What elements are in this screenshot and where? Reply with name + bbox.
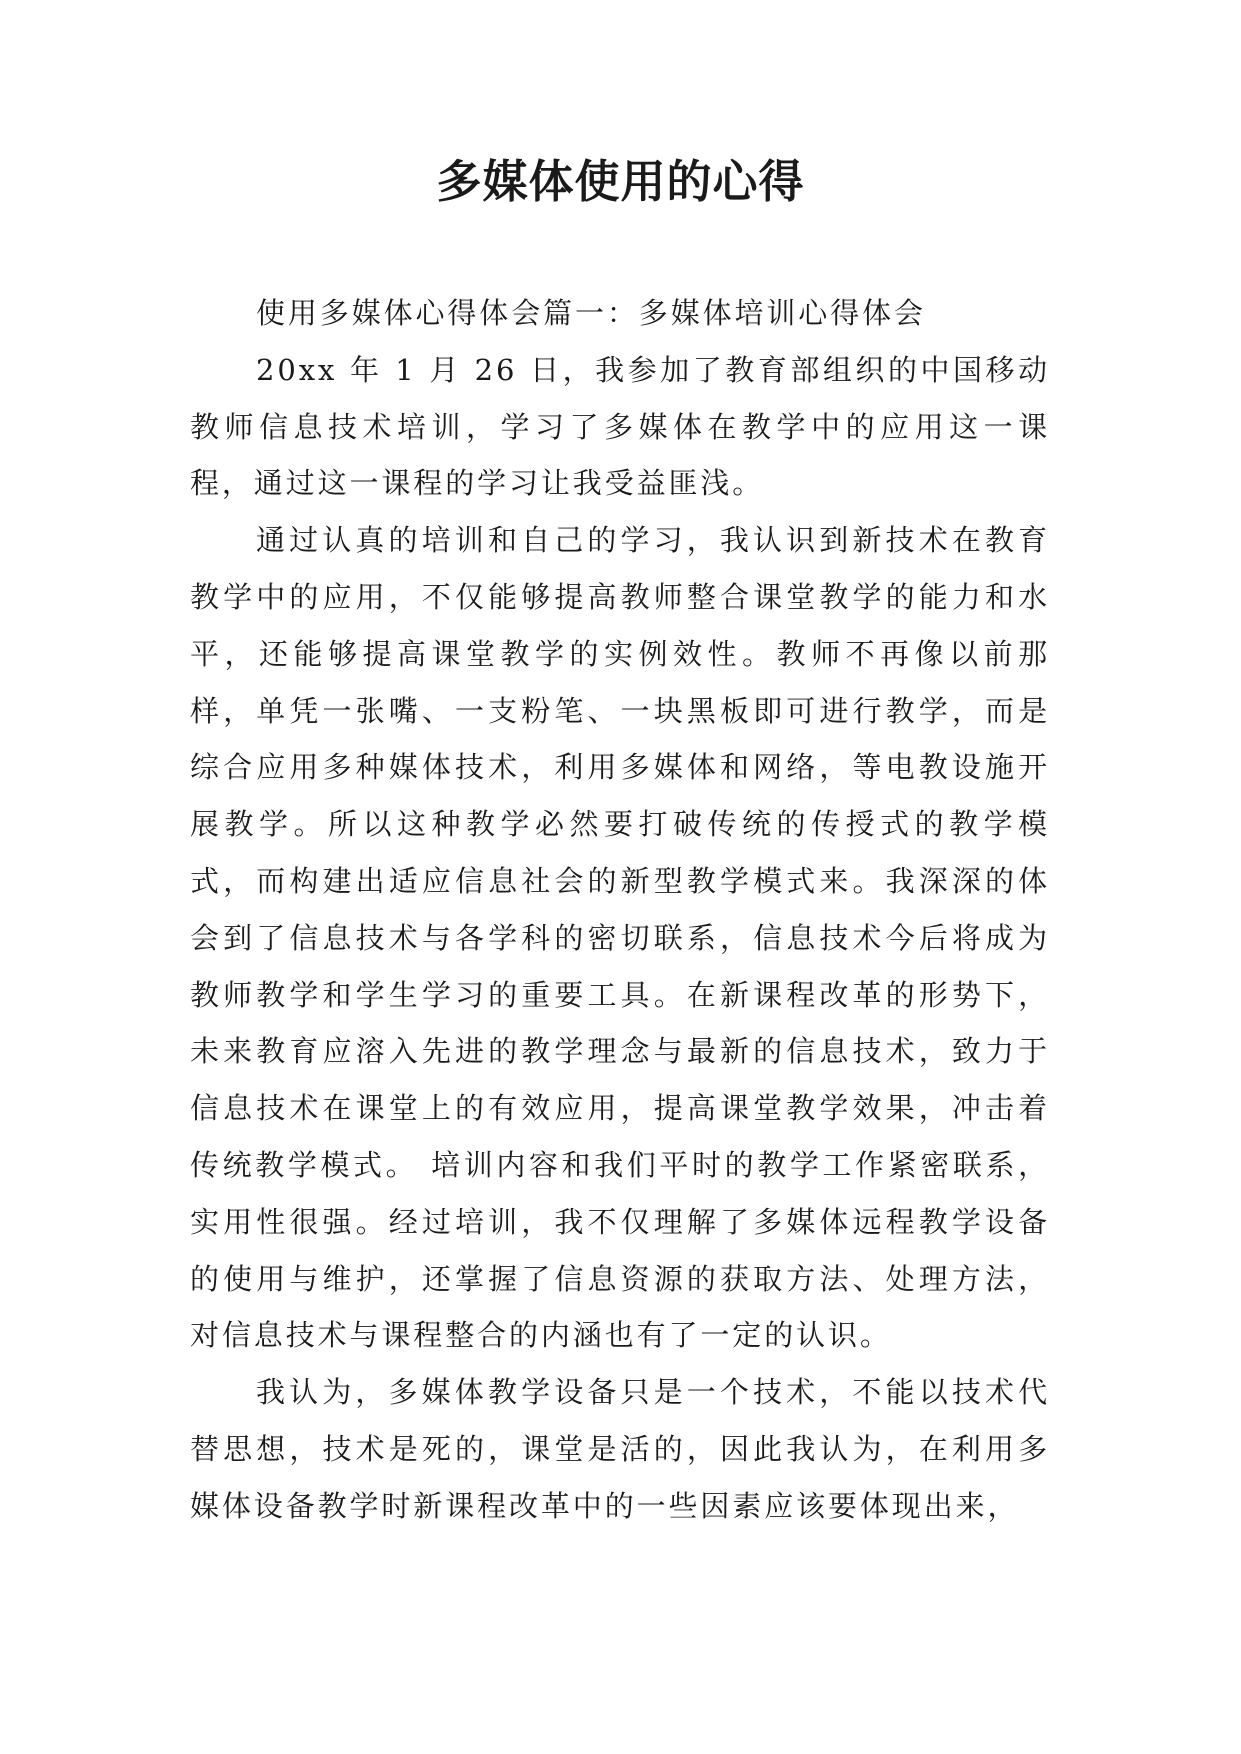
document-body <box>190 285 1050 1535</box>
paragraph: 20xx 年 1 月 26 日，我参加了教育部组织的中国移动教师信息技术培训，学习了多媒体在教学中的应用这一课程，通过这一课程的学习让我受益匪浅。 <box>190 352 1050 501</box>
paragraph: 通过认真的培训和自己的学习，我认识到新技术在教育教学中的应用，不仅能够提高教师整合课堂教学的能力和水平，还能够提高课堂教学的实例效性。教师不再像以前那样，单凭一张嘴、一支粉笔、一块黑板即可进行教学，而是综合应用多种媒体技术，利用多媒体和网络，等电教设施开展教学。所以这种教学必然要打破传统的传授式的教学模式，而构建出适应信息社会的新型教学模式来。我深深的体会到了信息技术与各学科的密切联系，信息技术今后将成为教师教学和学生学习的重要工具。在新课程改革的形势下，未来教育应溶入先进的教学理念与最新的信息技术，致力于信息技术在课堂上的有效应用，提高课堂教学效果，冲击着传统教学模式。 培训内容和我们平时的教学工作紧密联系，实用性很强。经过培训，我不仅理解了多媒体远程教学设备的使用与维护，还掌握了信息资源的获取方法、处理方法，对信息技术与课程整合的内涵也有了一定的认识。 <box>190 523 1050 1353</box>
document-title: 多媒体使用的心得 <box>436 155 805 208</box>
paragraph-heading: 使用多媒体心得体会篇一：多媒体培训心得体会 <box>256 296 926 330</box>
paragraph: 我认为，多媒体教学设备只是一个技术，不能以技术代替思想，技术是死的，课堂是活的，因此我认为，在利用多媒体设备教学时新课程改革中的一些因素应该要体现出来， <box>190 1375 1050 1523</box>
